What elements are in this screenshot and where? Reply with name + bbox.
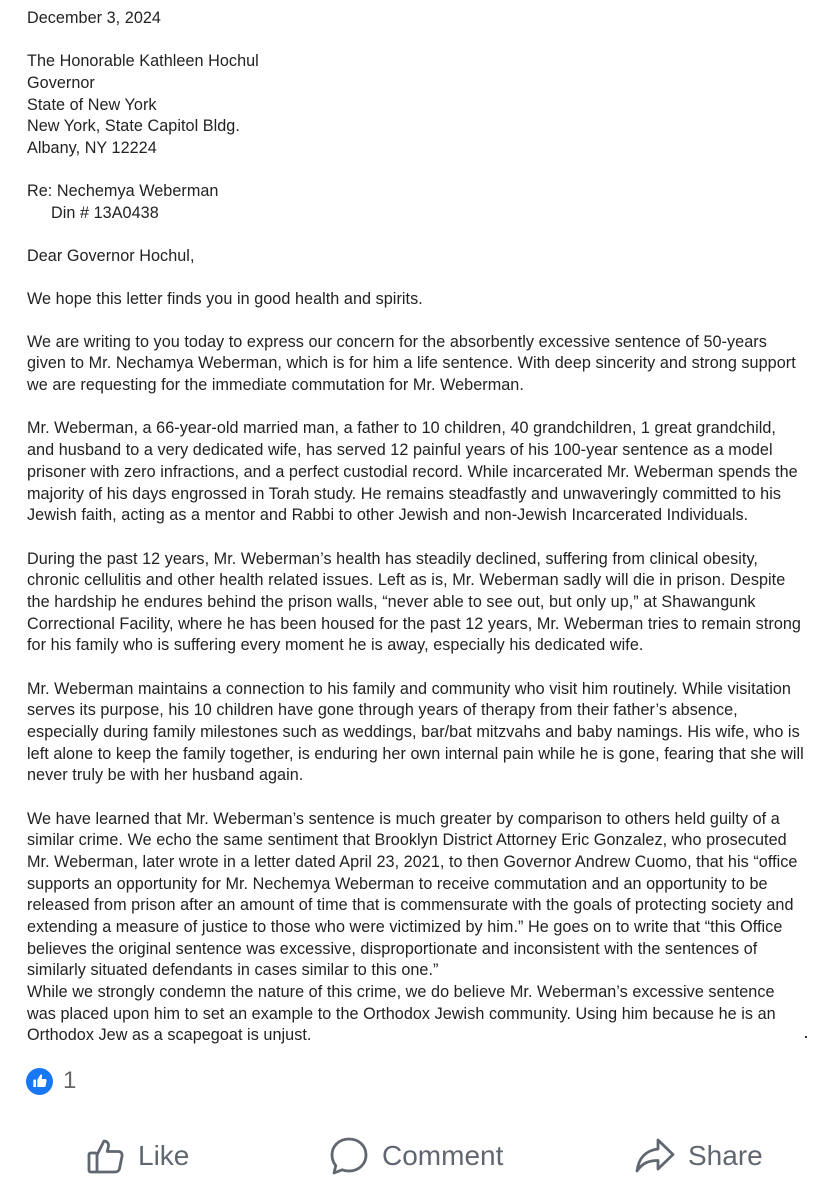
paragraph-6-line: released from prison after an amount of time that is commensurate with the goals of protecting society and [27,896,794,914]
re-line: Re: Nechemya Weberman [27,182,219,200]
paragraph-3-line: Jewish faith, acting as a mentor and Rabbi to other Jewish and non-Jewish Incarcerated Individuals. [27,506,749,524]
paragraph-6-line: Mr. Weberman, later wrote in a letter dated April 23, 2021, to then Governor Andrew Cuomo, that his “office [27,853,798,871]
paragraph-7-line: was placed upon him to set an example to the Orthodox Jewish community. Using him because he is an [27,1005,776,1023]
comment-label: Comment [382,1140,504,1171]
paragraph-4-line: chronic cellulitis and other health related issues. Left as is, Mr. Weberman sadly will die in prison. Despite [27,571,786,589]
share-label: Share [688,1140,763,1171]
thumbs-up-icon [26,1068,53,1095]
like-label: Like [138,1140,190,1171]
recipient-city: Albany, NY 12224 [27,139,157,157]
paragraph-3-line: and husband to a very dedicated wife, has served 12 painful years of his 100-year sentence as a model [27,441,773,459]
paragraph-4-line: the hardship he endures behind the prison walls, “never able to see out, but only up,” at Shawangunk [27,593,756,611]
thumbs-up-outline-icon [86,1136,126,1176]
like-button[interactable] [86,1128,189,1184]
paragraph-5-line: Mr. Weberman maintains a connection to his family and community who visit him routinely. While visitation [27,680,791,698]
paragraph-3-line: prisoner with zero infractions, and a perfect custodial record. While incarcerated Mr. Weberman spends the [27,463,798,481]
paragraph-6-line: similarly situated defendants in cases similar to this one.” [27,961,439,979]
paragraph-3-line: Mr. Weberman, a 66-year-old married man, a father to 10 children, 40 grandchildren, 1 great grandchild, [27,419,776,437]
paragraph-2-line: given to Mr. Nechamya Weberman, which is for him a life sentence. With deep sincerity and strong support [27,354,796,372]
speech-bubble-icon [328,1135,370,1177]
paragraph-2-line: we are requesting for the immediate commutation for Mr. Weberman. [27,376,524,394]
comment-button[interactable] [328,1128,503,1184]
paragraph-6-line: believes the original sentence was excessive, disproportionate and inconsistent with the sentences of [27,940,758,958]
paragraph-3-line: majority of his days engrossed in Torah study. He remains steadfastly and unwaveringly committed to his [27,485,782,503]
paragraph-6-line: similar crime. We echo the same sentiment that Brooklyn District Attorney Eric Gonzalez, who prosecuted [27,831,787,849]
paragraph-7-line: Orthodox Jew as a scapegoat is unjust. [27,1026,312,1044]
reaction-count: 1 [63,1067,77,1094]
stray-mark [805,1036,807,1038]
recipient-name: The Honorable Kathleen Hochul [27,52,259,70]
share-arrow-icon [634,1135,676,1177]
paragraph-1-line: We hope this letter finds you in good health and spirits. [27,290,423,308]
paragraph-6-line: We have learned that Mr. Weberman’s sentence is much greater by comparison to others held guilty of a [27,810,780,828]
paragraph-6-line: extending a measure of justice to those who were victimized by him.” He goes on to write that “this Office [27,918,783,936]
reaction-summary[interactable] [26,1066,76,1096]
recipient-title: Governor [27,74,95,92]
paragraph-5-line: serves its purpose, his 10 children have gone through years of therapy from their father’s absence, [27,701,738,719]
paragraph-5-line: left alone to keep the family together, is enduring her own internal pain while he is gone, fearing that she will [27,745,804,763]
din-line: Din # 13A0438 [51,204,159,222]
paragraph-5-line: never truly be with her husband again. [27,766,304,784]
salutation: Dear Governor Hochul, [27,247,195,265]
recipient-state: State of New York [27,96,157,114]
paragraph-4-line: for his family who is suffering every moment he is away, especially his dedicated wife. [27,636,644,654]
paragraph-4-line: During the past 12 years, Mr. Weberman’s health has steadily declined, suffering from clinical obesity, [27,550,758,568]
paragraph-2-line: We are writing to you today to express our concern for the absorbently excessive sentence of 50-years [27,333,767,351]
paragraph-5-line: especially during family milestones such as weddings, bar/bat mitzvahs and baby namings. His wife, who is [27,723,800,741]
letter-date: December 3, 2024 [27,9,161,27]
post-action-bar [0,1128,840,1184]
paragraph-6-line: supports an opportunity for Mr. Nechemya Weberman to receive commutation and an opportunity to be [27,875,768,893]
paragraph-4-line: Correctional Facility, where he has been housed for the past 12 years, Mr. Weberman tries to remain strong [27,615,801,633]
share-button[interactable] [634,1128,763,1184]
paragraph-7-line: While we strongly condemn the nature of this crime, we do believe Mr. Weberman’s excessive sentence [27,983,775,1001]
recipient-address: New York, State Capitol Bldg. [27,117,240,135]
